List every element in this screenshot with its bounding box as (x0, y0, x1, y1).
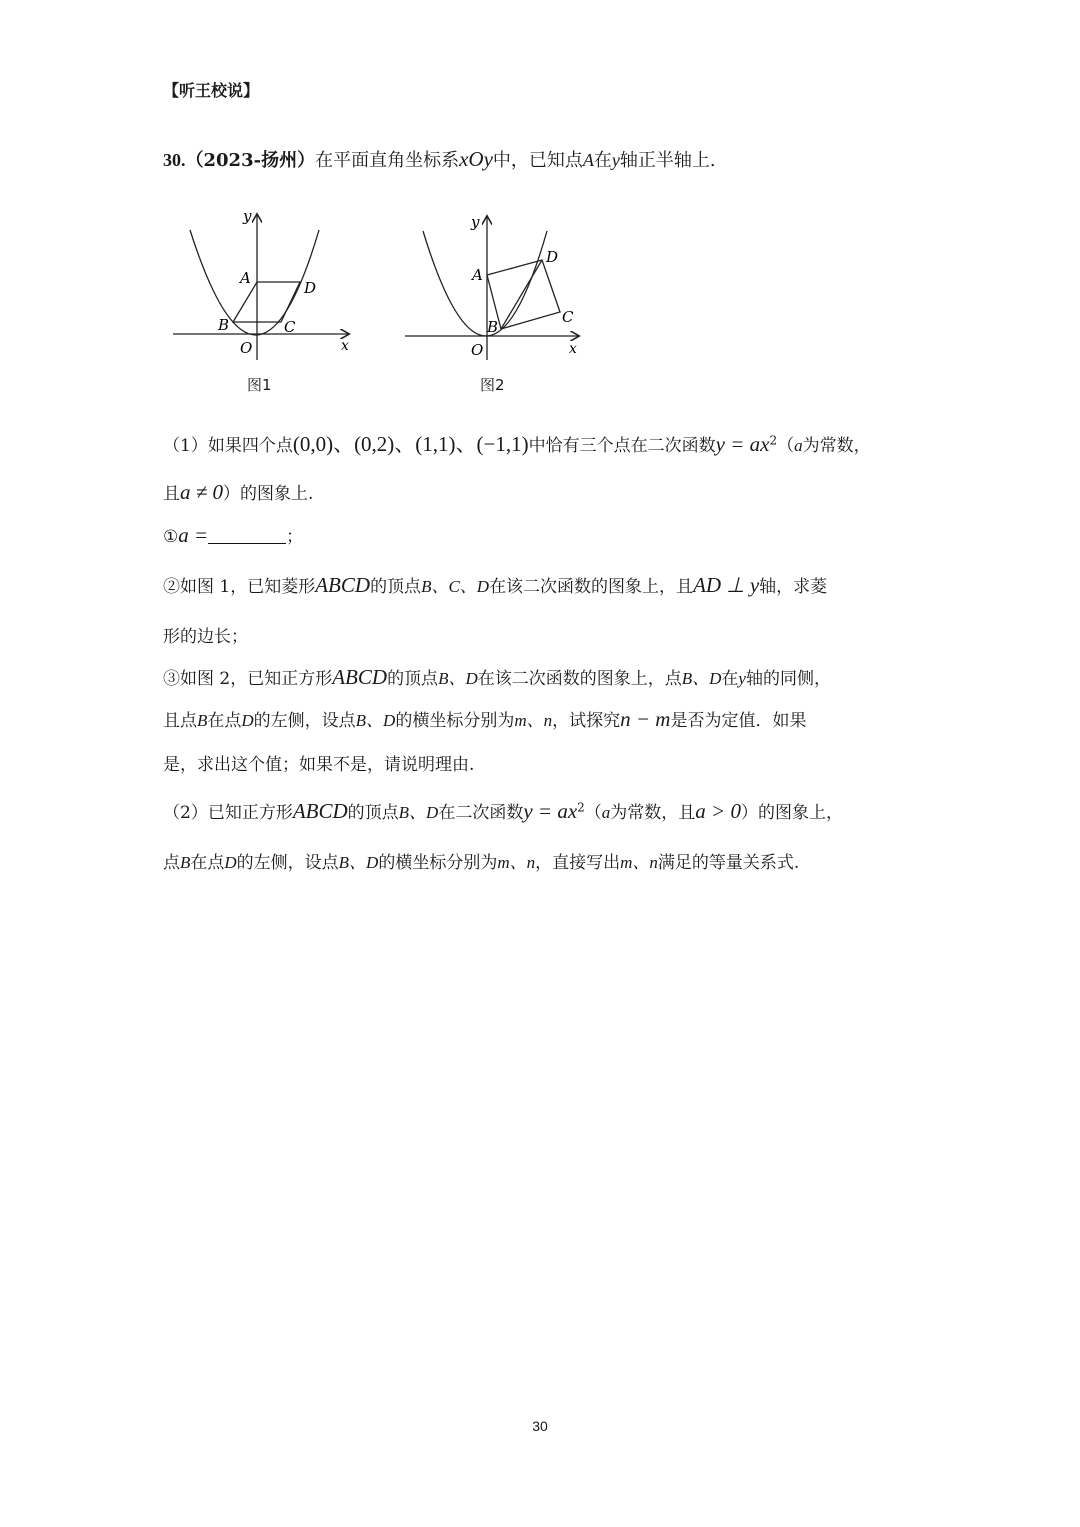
text: 为常数，且 (610, 803, 696, 823)
question-marker: ① (163, 527, 179, 547)
text: 是否为定值．如果 (670, 711, 807, 731)
text: ②如图 1，已知菱形 (163, 577, 316, 597)
text: 满足的等量关系式. (657, 853, 800, 873)
point-label: D (224, 853, 237, 872)
point-label: B (180, 853, 191, 872)
condition-expr: a > 0 (695, 799, 741, 823)
text: 的顶点 (347, 803, 399, 823)
text: 在点 (190, 853, 225, 873)
text: 中恰有三个点在二次函数 (528, 436, 716, 456)
question2-line2: 形的边长； (163, 627, 248, 647)
shape-name: ABCD (315, 573, 371, 597)
answer-blank[interactable] (208, 525, 286, 544)
fig1-label-B: B (218, 316, 230, 334)
text: 在该二次函数的图象上，点 (477, 669, 682, 689)
fig2-label-y: y (471, 213, 480, 231)
fig2-label-C: C (562, 308, 574, 326)
function-expr: y = ax (715, 432, 770, 456)
text: 在二次函数 (438, 803, 524, 823)
condition-expr: a ≠ 0 (180, 480, 224, 504)
vertex-labels: B、D (438, 669, 478, 688)
fig2-label-A: A (472, 266, 483, 284)
page-number: 30 (532, 1418, 548, 1434)
point-label: B (197, 711, 208, 730)
vertex-labels: B、C、D (421, 577, 490, 596)
const-label: a (601, 803, 611, 822)
text: （ (584, 803, 602, 823)
problem-statement (163, 146, 716, 172)
fig1-label-C: C (284, 318, 296, 336)
fig2-label-O: O (471, 341, 484, 359)
text: 在平面直角坐标系 (315, 150, 460, 171)
fig1-rhombus (233, 282, 300, 322)
text: 为常数， (802, 436, 871, 456)
text: 的横坐标分别为 (378, 853, 498, 873)
point-label: A (582, 150, 594, 170)
figure-2-caption: 图2 (480, 376, 505, 394)
part2-line2 (163, 848, 799, 873)
text: 在点 (207, 711, 242, 731)
fig2-label-B: B (487, 318, 499, 336)
question1 (163, 522, 303, 548)
part2-line1 (163, 798, 843, 824)
coord-system: xOy (459, 147, 493, 171)
fig1-label-D: D (304, 279, 317, 297)
fig2-label-D: D (546, 248, 559, 266)
fig2-label-x: x (569, 341, 577, 357)
text: （ (777, 436, 795, 456)
vertex-labels: B、D (355, 711, 396, 730)
text: （1）如果四个点 (163, 436, 293, 456)
point-label: D (241, 711, 254, 730)
variable-labels: m、n (514, 711, 553, 730)
text: 且点 (163, 711, 197, 731)
question3-line3: 是，求出这个值；如果不是，请说明理由. (163, 755, 475, 775)
question3-line1 (163, 664, 831, 690)
text: ③如图 2，已知正方形 (163, 669, 333, 689)
text: ）的图象上. (223, 484, 314, 504)
part1-line1 (163, 428, 871, 458)
const-label: a (794, 436, 803, 455)
fig1-label-O: O (240, 339, 253, 357)
shape-name: ABCD (292, 799, 348, 823)
exponent: 2 (577, 800, 585, 815)
header-label: 【听王校说】 (163, 81, 260, 100)
text: 的横坐标分别为 (395, 711, 515, 731)
exponent: 2 (769, 433, 778, 448)
vertex-labels: B、D (681, 669, 722, 688)
fig1-label-y: y (243, 207, 252, 225)
answer-expr: a = (178, 523, 209, 547)
text: 轴正半轴上. (619, 150, 716, 171)
variable-labels: m、n (497, 853, 536, 872)
text: ）的图象上， (740, 803, 843, 823)
text: （2）已知正方形 (163, 803, 293, 823)
difference-expr: n − m (620, 707, 671, 731)
text: 在 (721, 669, 739, 689)
text: 轴，求菱 (759, 577, 828, 597)
question3-line2 (163, 706, 806, 732)
shape-name: ABCD (332, 665, 388, 689)
text: 点 (163, 853, 180, 873)
axis-label: y (611, 150, 620, 170)
text: 在该二次函数的图象上，且 (489, 577, 694, 597)
points-list: (0,0)、(0,2)、(1,1)、(−1,1) (292, 432, 529, 456)
figure-1 (173, 207, 349, 360)
figures-diagram (163, 205, 603, 405)
problem-number: 30. (163, 150, 186, 170)
text: 的顶点 (387, 669, 439, 689)
axis-label: y (738, 669, 746, 688)
variable-labels: m、n (620, 853, 658, 872)
text: 的顶点 (370, 577, 422, 597)
fig1-label-x: x (341, 338, 349, 354)
question2-line1 (163, 572, 827, 598)
part1-line2 (163, 479, 313, 505)
figure-2 (405, 213, 578, 360)
figure-1-caption: 图1 (247, 376, 272, 394)
text: 中，已知点 (492, 150, 583, 171)
problem-source: （2023-扬州） (185, 150, 316, 171)
text: 在 (593, 150, 612, 171)
function-expr: y = ax (523, 799, 578, 823)
text: ； (286, 527, 304, 547)
fig1-label-A: A (240, 269, 251, 287)
text: 的左侧，设点 (253, 711, 356, 731)
vertex-labels: B、D (398, 803, 439, 822)
vertex-labels: B、D (338, 853, 379, 872)
text: 轴的同侧， (745, 669, 831, 689)
text: ，直接写出 (535, 853, 621, 873)
perp-expr: AD ⊥ y (693, 573, 760, 597)
text: 且 (163, 484, 180, 504)
text: 的左侧，设点 (236, 853, 339, 873)
text: ，试探究 (552, 711, 621, 731)
figures-area (163, 205, 603, 405)
